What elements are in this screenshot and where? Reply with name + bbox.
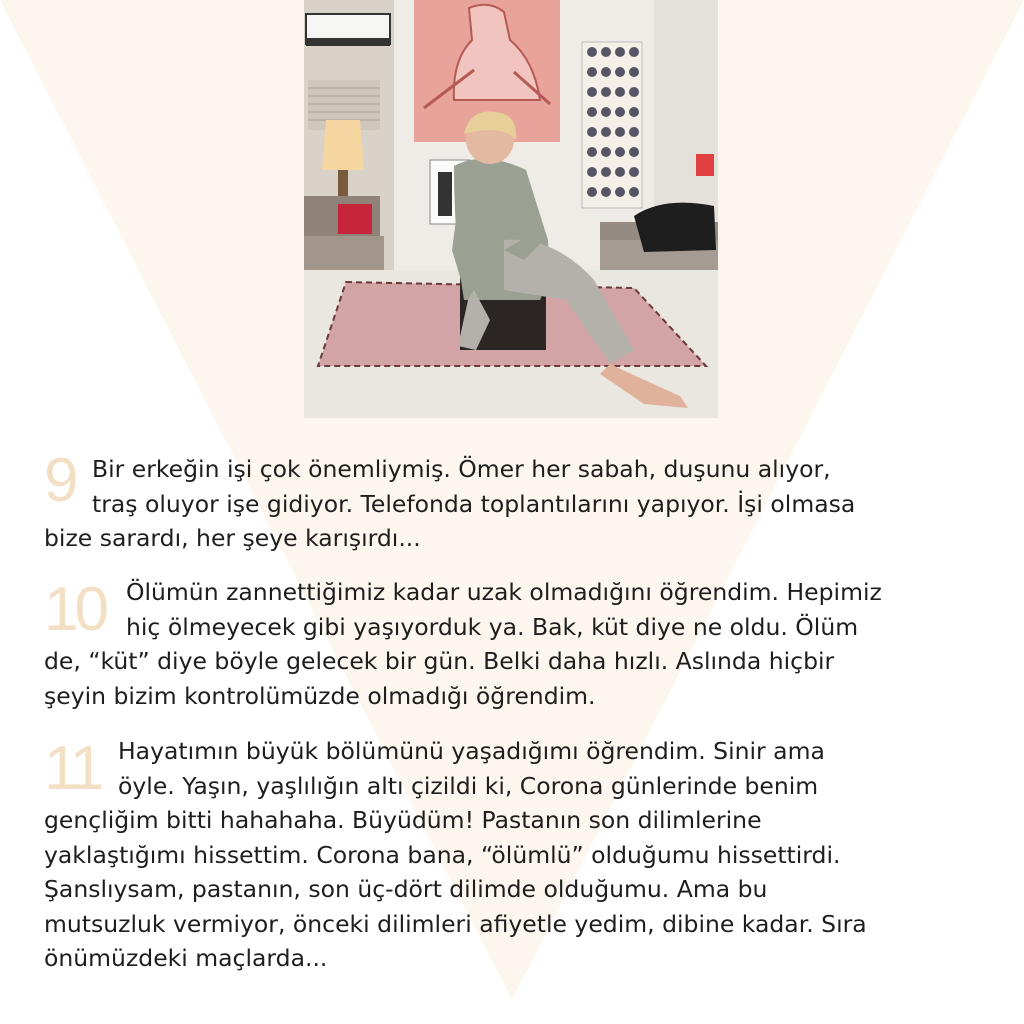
item-9: [44, 446, 984, 556]
text-line: traş oluyor işe gidiyor. Telefonda toplantılarını yapıyor. İşi olmasa: [92, 489, 856, 518]
text-line: mutsuzluk vermiyor, önceki dilimleri afiyetle yedim, dibine kadar. Sıra: [44, 909, 867, 938]
text-line: yaklaştığımı hissettim. Corona bana, “ölümlü” olduğumu hissettirdi.: [44, 840, 841, 869]
item-number: 11: [44, 734, 101, 803]
text-line: gençliğim bitti hahahaha. Büyüdüm! Pastanın son dilimlerine: [44, 806, 762, 834]
item-10: [44, 575, 984, 713]
text-line: Şanslıysam, pastanın, son üç-dört dilimde olduğumu. Ama bu: [44, 875, 768, 903]
item-11: [44, 734, 984, 976]
text-line: öyle. Yaşın, yaşlılığın altı çizildi ki, Corona günlerinde benim: [118, 771, 819, 800]
text-line: Ölümün zannettiğimiz kadar uzak olmadığını öğrendim. Hepimiz: [126, 578, 882, 606]
item-text: [44, 575, 984, 713]
item-number: 9: [44, 446, 75, 515]
item-text: [44, 446, 984, 556]
item-text: [44, 734, 984, 976]
text-line: hiç ölmeyecek gibi yaşıyorduk ya. Bak, küt diye ne oldu. Ölüm: [126, 612, 859, 641]
text-line: Hayatımın büyük bölümünü yaşadığımı öğrendim. Sinir ama: [118, 737, 825, 765]
text-line: Bir erkeğin işi çok önemliymiş. Ömer her sabah, duşunu alıyor,: [92, 455, 831, 483]
text-line: de, “küt” diye böyle gelecek bir gün. Belki daha hızlı. Aslında hiçbir: [44, 647, 835, 675]
text-line: şeyin bizim kontrolümüzde olmadığı öğrendim.: [44, 681, 596, 710]
item-number: 10: [44, 575, 105, 644]
text-line: bize sarardı, her şeye karışırdı...: [44, 524, 421, 552]
text-line: önümüzdeki maçlarda...: [44, 944, 328, 972]
